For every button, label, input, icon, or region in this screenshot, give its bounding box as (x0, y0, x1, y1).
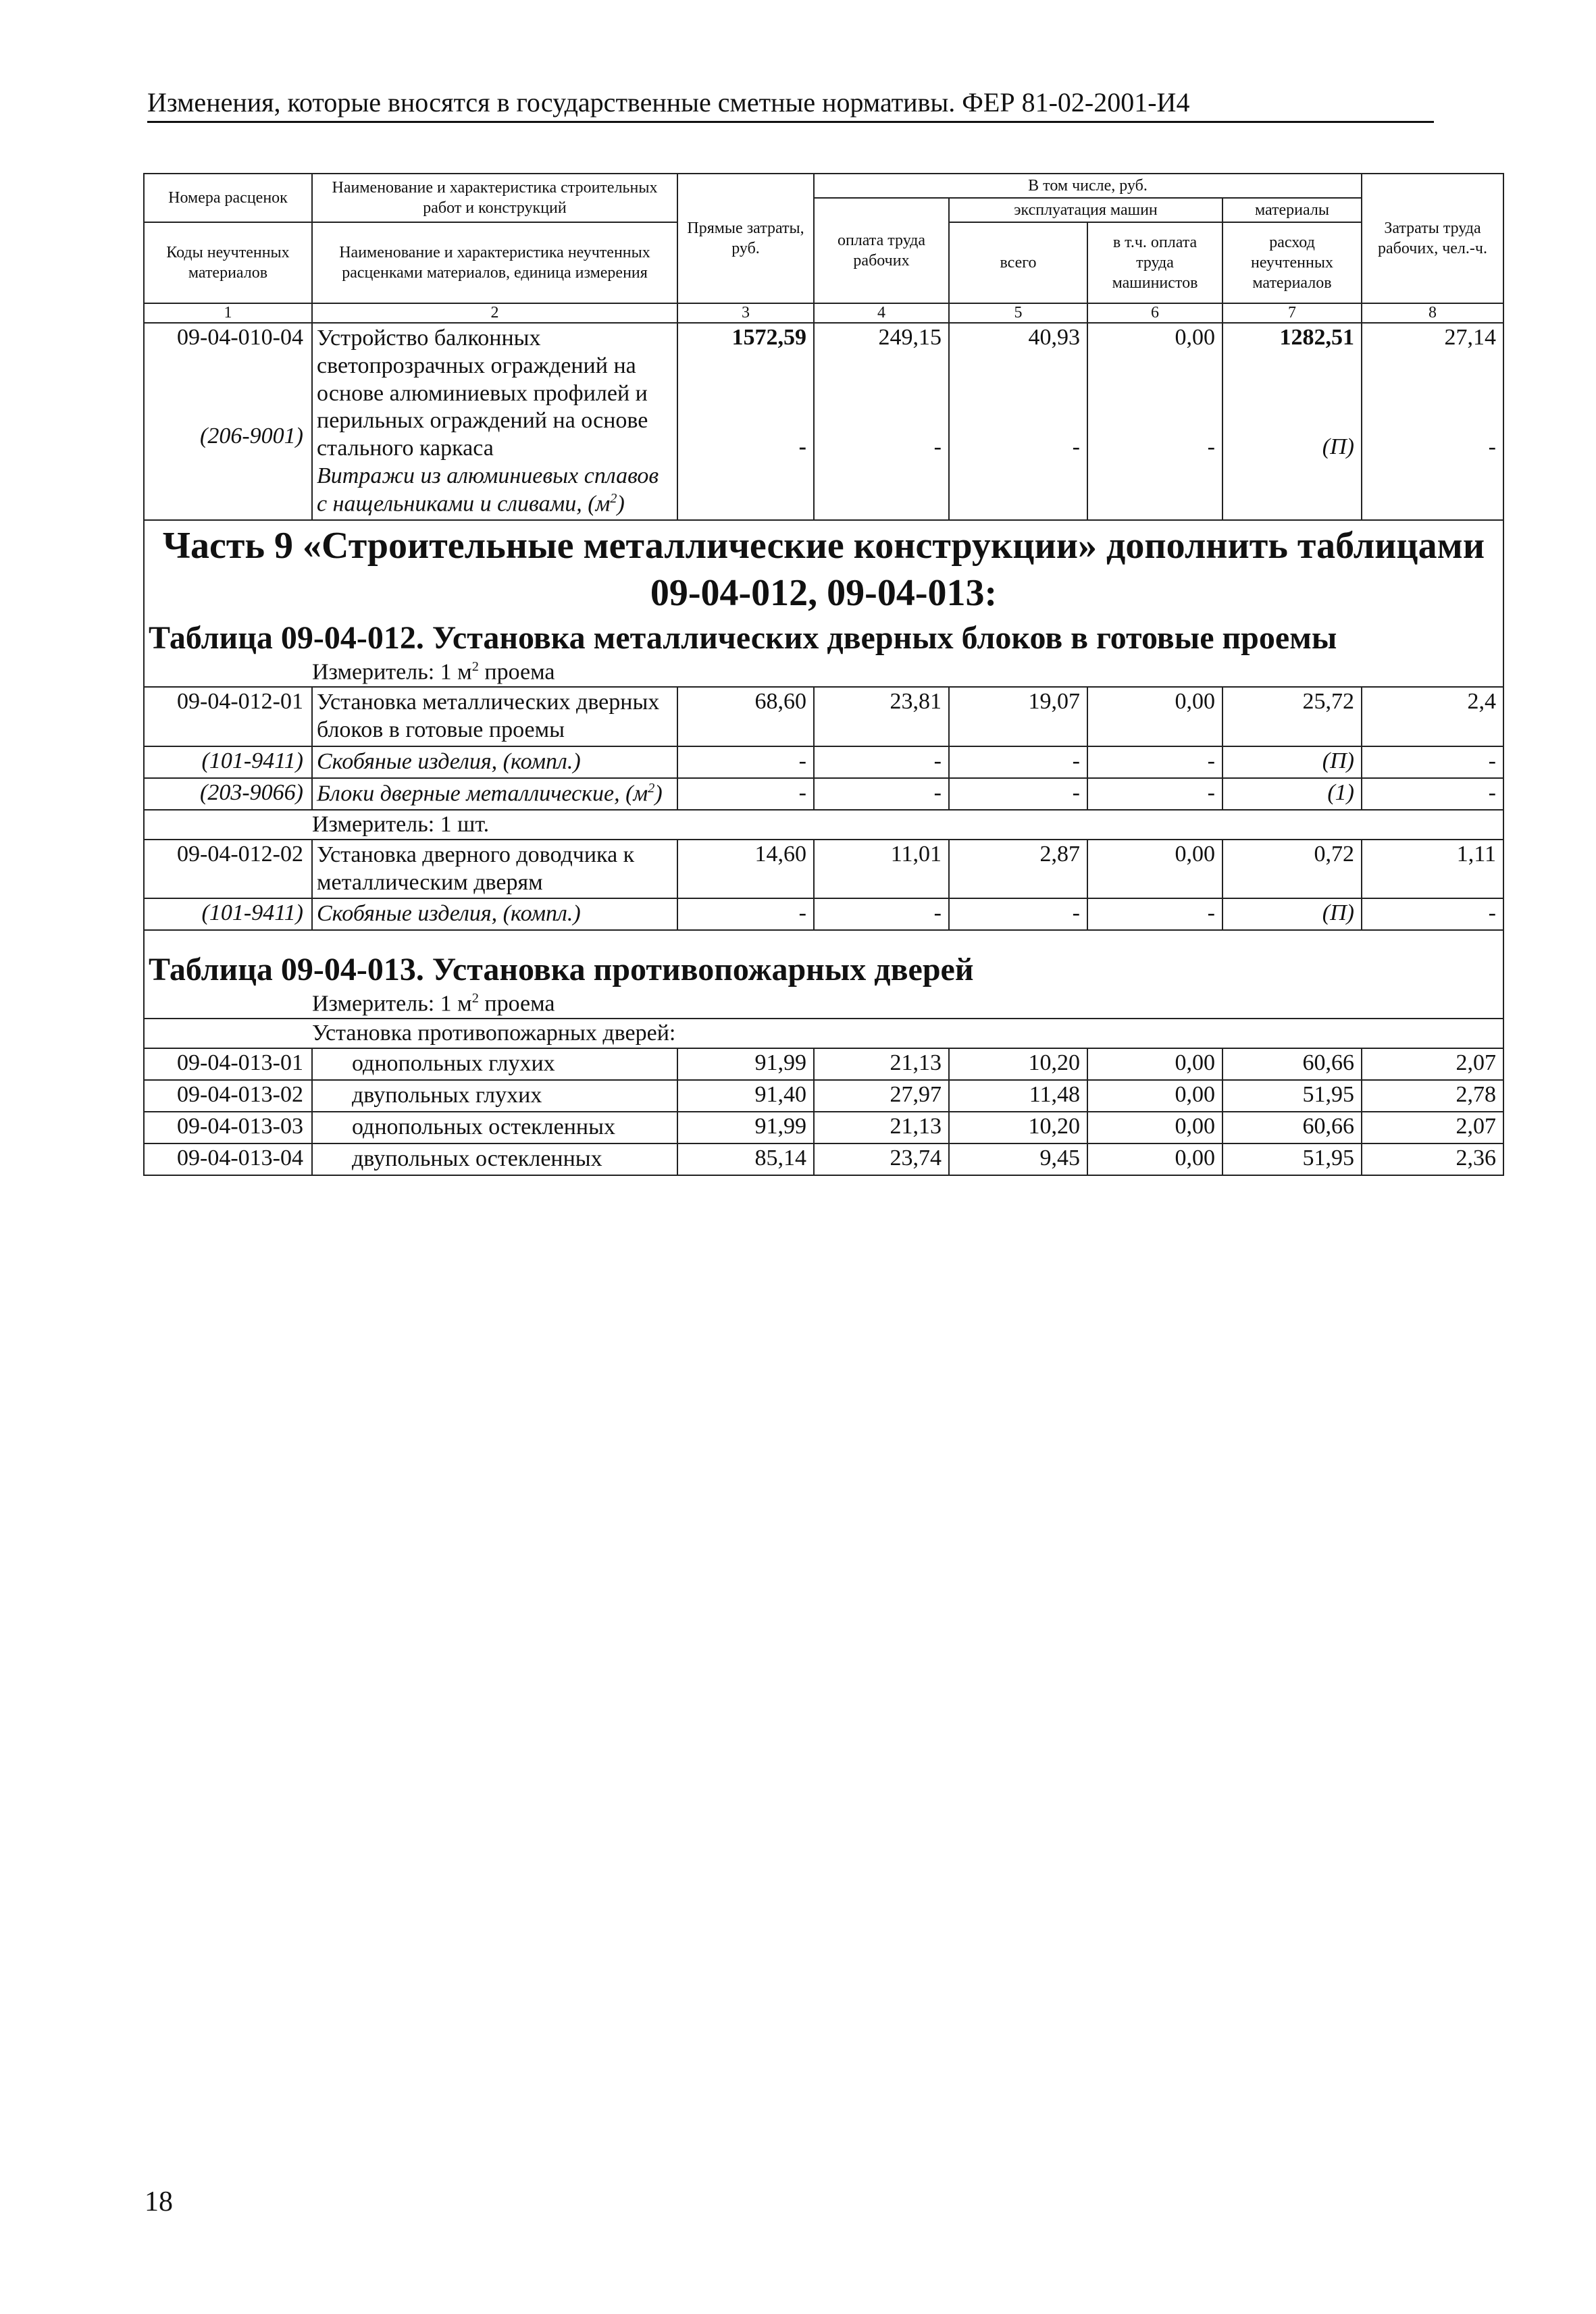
value: 0,72 (1222, 840, 1362, 899)
value: 2,78 (1362, 1080, 1503, 1112)
header-rate-numbers: Номера расценок (144, 174, 312, 222)
value: - (1087, 898, 1222, 930)
table-012-title: Таблица 09-04-012. Установка металлических дверных блоков в готовые проемы (144, 618, 1503, 658)
column-number: 5 (949, 303, 1087, 323)
value: 51,95 (1222, 1143, 1362, 1175)
table-row (144, 840, 1503, 899)
meter-text: Измеритель: 1 м (312, 991, 472, 1017)
meter-label: Измеритель: 1 шт. (144, 810, 1503, 840)
value: 40,93 (1028, 325, 1080, 350)
value: 0,00 (1087, 1143, 1222, 1175)
rate-name: Установка металлических дверных блоков в готовые проемы (312, 687, 677, 746)
rate-name-text: Устройство балконных светопрозрачных ограждений на основе алюминиевых профилей и перильных ограждений на основе стального каркаса (317, 326, 648, 461)
value: 23,74 (814, 1143, 949, 1175)
value: 10,20 (949, 1048, 1087, 1080)
rate-name (312, 323, 677, 520)
value: 0,00 (1087, 1080, 1222, 1112)
value: - (814, 746, 949, 778)
rate-name: однопольных остекленных (312, 1112, 677, 1143)
value: 1,11 (1362, 840, 1503, 899)
header-missing-materials-codes: Коды неучтенных материалов (144, 222, 312, 303)
value: 27,14 (1444, 325, 1496, 350)
column-number: 8 (1362, 303, 1503, 323)
page-number: 18 (145, 2186, 173, 2217)
value: 60,66 (1222, 1048, 1362, 1080)
rate-name: однопольных глухих (312, 1048, 677, 1080)
rate-code: 09-04-012-01 (144, 687, 312, 746)
material-name: Блоки дверные металлические, $(м^2)$ (312, 778, 677, 810)
rate-code: 09-04-013-04 (144, 1143, 312, 1175)
value: 21,13 (814, 1048, 949, 1080)
value: - (949, 898, 1087, 930)
value: 1572,59 (731, 325, 806, 350)
rate-code: 09-04-013-01 (144, 1048, 312, 1080)
value-cell (1362, 323, 1503, 520)
value: 51,95 (1222, 1080, 1362, 1112)
material-code: (203-9066) (144, 778, 312, 810)
value: 91,40 (677, 1080, 814, 1112)
meter-text: Измеритель: 1 м (312, 659, 472, 685)
value: (1) (1222, 778, 1362, 810)
meter-suffix: проема (478, 991, 555, 1017)
value: 10,20 (949, 1112, 1087, 1143)
value: - (677, 746, 814, 778)
value: - (1362, 778, 1503, 810)
material-name-text: Блоки дверные металлические, (м (317, 780, 648, 806)
header-machine-operation: эксплуатация машин (949, 198, 1222, 222)
rates-table (143, 173, 1504, 1176)
meter-label: Измеритель: 1 $м^2$ проема (144, 658, 1503, 687)
value: 2,4 (1362, 687, 1503, 746)
value: (П) (1322, 434, 1354, 459)
column-number: 7 (1222, 303, 1362, 323)
header-work-name: Наименование и характеристика строительных работ и конструкций (312, 174, 677, 222)
value: - (1087, 778, 1222, 810)
header-labor-hours: Затраты труда рабочих, чел.-ч. (1362, 174, 1503, 303)
value: - (1207, 434, 1215, 459)
material-name-text: Витражи из алюминиевых сплавов с нащельниками и сливами, (м (317, 463, 659, 517)
value: 85,14 (677, 1143, 814, 1175)
value: 0,00 (1087, 1112, 1222, 1143)
material-code: (101-9411) (144, 746, 312, 778)
value: 2,87 (949, 840, 1087, 899)
value: 2,07 (1362, 1048, 1503, 1080)
rate-code-text: 09-04-010-04 (177, 325, 303, 350)
column-number: 3 (677, 303, 814, 323)
value-cell (949, 323, 1087, 520)
value: 9,45 (949, 1143, 1087, 1175)
value: - (1362, 898, 1503, 930)
column-number: 4 (814, 303, 949, 323)
value: - (814, 898, 949, 930)
rate-name: Установка дверного доводчика к металлическим дверям (312, 840, 677, 899)
material-name: Витражи из алюминиевых сплавов с нащельниками и сливами, $(м^2)$ (317, 463, 659, 517)
column-number: 2 (312, 303, 677, 323)
value: - (1072, 434, 1080, 459)
rate-name: двупольных глухих (312, 1080, 677, 1112)
header-machine-total: всего (949, 222, 1087, 303)
rate-code (144, 323, 312, 520)
value: 68,60 (677, 687, 814, 746)
header-materials: материалы (1222, 198, 1362, 222)
page-header: Изменения, которые вносятся в государственные сметные нормативы. ФЕР 81-02-2001-И4 (147, 86, 1434, 123)
value: 25,72 (1222, 687, 1362, 746)
value: 0,00 (1087, 687, 1222, 746)
table-row (144, 1048, 1503, 1080)
value-cell (1222, 323, 1362, 520)
table-row (144, 778, 1503, 810)
value: 19,07 (949, 687, 1087, 746)
value: 0,00 (1175, 325, 1215, 350)
value: - (1488, 434, 1496, 459)
value: - (677, 778, 814, 810)
table-row (144, 746, 1503, 778)
header-materials-consumption: расход неучтенных материалов (1222, 222, 1362, 303)
table-row (144, 687, 1503, 746)
value: 1282,51 (1279, 325, 1354, 350)
value: - (933, 434, 942, 459)
value: 14,60 (677, 840, 814, 899)
rate-code: 09-04-013-02 (144, 1080, 312, 1112)
value: 11,01 (814, 840, 949, 899)
value: (П) (1222, 746, 1362, 778)
meter-suffix: проема (478, 659, 555, 685)
material-name: Скобяные изделия, (компл.) (312, 898, 677, 930)
value-cell (814, 323, 949, 520)
table-row (144, 1143, 1503, 1175)
header-missing-materials-name: Наименование и характеристика неучтенных расценками материалов, единица измерения (312, 222, 677, 303)
column-numbers-row (144, 303, 1503, 323)
value: (П) (1222, 898, 1362, 930)
value: 23,81 (814, 687, 949, 746)
rate-code: 09-04-013-03 (144, 1112, 312, 1143)
value: - (1087, 746, 1222, 778)
table-row (144, 1080, 1503, 1112)
rate-name: двупольных остекленных (312, 1143, 677, 1175)
table-row (144, 323, 1503, 520)
table-row (144, 1112, 1503, 1143)
material-name: Скобяные изделия, (компл.) (312, 746, 677, 778)
material-code: (101-9411) (144, 898, 312, 930)
table-013-title: Таблица 09-04-013. Установка противопожарных дверей (144, 930, 1503, 989)
value: 91,99 (677, 1048, 814, 1080)
header-machinist-pay: в т.ч. оплата труда машинистов (1087, 222, 1222, 303)
material-code: (206-9001) (200, 423, 303, 448)
header-direct-costs: Прямые затраты, руб. (677, 174, 814, 303)
table-row (144, 898, 1503, 930)
value: - (1362, 746, 1503, 778)
column-number: 1 (144, 303, 312, 323)
value: 249,15 (878, 325, 942, 350)
rate-code: 09-04-012-02 (144, 840, 312, 899)
column-number: 6 (1087, 303, 1222, 323)
value: 91,99 (677, 1112, 814, 1143)
part-title: Часть 9 «Строительные металлические конструкции» дополнить таблицами 09-04-012, 09-04-013: (144, 520, 1503, 618)
value: 0,00 (1087, 1048, 1222, 1080)
value: 2,07 (1362, 1112, 1503, 1143)
value: - (814, 778, 949, 810)
value-cell (1087, 323, 1222, 520)
header-labor-pay: оплата труда рабочих (814, 198, 949, 303)
value: - (949, 746, 1087, 778)
meter-label: Измеритель: 1 $м^2$ проема (144, 989, 1503, 1019)
value: 0,00 (1087, 840, 1222, 899)
value: 2,36 (1362, 1143, 1503, 1175)
value-cell (677, 323, 814, 520)
value: 60,66 (1222, 1112, 1362, 1143)
value: 27,97 (814, 1080, 949, 1112)
value: - (798, 434, 806, 459)
group-label: Установка противопожарных дверей: (144, 1019, 1503, 1048)
value: 11,48 (949, 1080, 1087, 1112)
value: - (949, 778, 1087, 810)
value: - (677, 898, 814, 930)
header-including: В том числе, руб. (814, 174, 1362, 198)
value: 21,13 (814, 1112, 949, 1143)
